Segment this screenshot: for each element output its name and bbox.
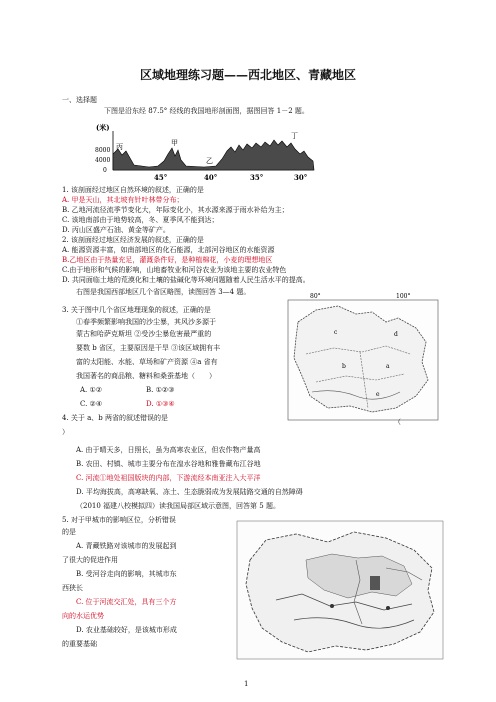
profile-xtick: 35°	[250, 173, 264, 182]
q3-statement-line: 富的太阳能、水能、草场和矿产资源 ④a 省有	[76, 358, 218, 366]
q3-statement-line: 我国著名的商品粮、糖料和桑蚕基地（ ）	[76, 372, 216, 380]
q5-stem: 的是	[62, 528, 76, 536]
profile-ytick: 4000	[95, 157, 111, 164]
western-provinces-map	[276, 292, 444, 424]
q1-option-b: B. 乙地河流径流季节变化大，年际变化小，其水源来源于雨水补给为主；	[62, 206, 289, 214]
q1-stem: 1. 该剖面经过地区自然环境的叙述，正确的是	[62, 186, 204, 194]
q5-option-c: C. 位于河流交汇处，具有三个方	[76, 598, 177, 606]
map-letter: d	[394, 331, 398, 338]
page-title: 区域地理练习题——西北地区、青藏地区	[139, 68, 356, 82]
q1-option-a: A. 甲是天山，其北坡有针叶林带分布；	[62, 196, 184, 204]
profile-xtick: 40°	[204, 173, 218, 182]
city-marker	[330, 604, 334, 608]
q2-stem: 2. 该剖面经过地区经济发展的叙述，正确的是	[62, 236, 204, 244]
q3-option-c: C. ②④	[80, 400, 103, 408]
q3-stem: 3. 关于图中几个省区地理现象的叙述，正确的是	[62, 306, 211, 314]
terrain-profile-figure	[94, 121, 316, 183]
map-letter: e	[376, 391, 380, 398]
city-marker	[386, 606, 390, 610]
q2-option-b: B.乙地区由于热量充足，灌溉条件好，是种植棉花，小麦的理想地区	[62, 256, 273, 264]
profile-label-yi: 乙	[206, 157, 213, 165]
q4-paren-close: ）	[62, 428, 69, 436]
q3-option-d: D. ①③④	[146, 400, 175, 408]
q5-option-a-cont: 了很大的促进作用	[62, 556, 118, 564]
q4-paren-open: （	[394, 418, 401, 426]
q5-option-d: D. 农业基础较好，是该城市形成	[76, 626, 177, 634]
regional-sketch-map	[236, 520, 444, 660]
q1-option-d: D. 丙山区盛产石油、黄金等矿产。	[62, 226, 170, 234]
q5-option-a: A. 青藏铁路对该城市的发展起到	[76, 542, 177, 550]
map-letter: a	[386, 363, 390, 370]
q4-option-b: B. 农田、村镇、城市主要分布在湟水谷地和雅鲁藏布江谷地	[76, 460, 261, 468]
profile-xtick: 45°	[154, 173, 168, 182]
q1-option-c: C. 该地南部由于地势较高，冬、夏季风不能到达；	[62, 216, 219, 224]
q3-statement-line: ①春季频繁影响我国的沙尘暴，其风沙多源于	[76, 318, 216, 326]
page-number: 1	[244, 680, 249, 688]
map-letter: b	[342, 363, 346, 370]
terrain-profile-shape	[113, 140, 314, 170]
q5-option-c-cont: 向的水运优势	[62, 612, 104, 620]
q5-stem: 5. 对于甲城市的影响区位，分析错误	[62, 516, 176, 524]
profile-xtick: 30°	[294, 173, 308, 182]
q2-option-a: A. 能源资源丰富，如南部地区的化石能源，北部河谷地区的水能资源	[62, 246, 275, 254]
section-heading: 一、选择题	[62, 96, 97, 104]
q5-option-b-cont: 西狭长	[62, 584, 83, 592]
q3-option-a: A. ①②	[80, 386, 103, 394]
intro-q5: （2010 福建八校模拟四）读我国局部区域示意图，回答第 5 题。	[76, 502, 280, 510]
profile-label-jia: 甲	[171, 139, 178, 147]
q5-option-d-cont: 的重要基础	[62, 640, 97, 648]
q3-option-b: B. ①②③	[146, 386, 175, 394]
city-marker	[370, 576, 380, 590]
profile-ytick: 0	[103, 167, 107, 174]
q3-statement-line: 蒙古和哈萨克斯坦 ②受沙尘暴危害最严重的	[76, 330, 212, 338]
q5-option-b: B. 受河谷走向的影响，其城市东	[76, 570, 177, 578]
q2-option-d: D. 共同面临土地的荒漠化和土壤的盐碱化等环境问题随着人民生活水平的提高。	[62, 276, 310, 284]
q2-option-c: C.由于地形和气候的影响，山地畜牧业和河谷农业为该地主要的农业特色	[62, 266, 287, 274]
q4-stem: 4. 关于 a、b 两省的叙述错误的是	[62, 414, 169, 422]
profile-ylabel: (米)	[96, 123, 110, 132]
map-lon-label: 100°	[396, 293, 411, 300]
map-letter: c	[334, 329, 338, 336]
q3-statement-line: 要数 b 省区，主要原因是干旱 ③该区域拥有丰	[76, 344, 221, 352]
intro-q1-2: 下图是沿东经 87.5° 经线的我国地形剖面图，据图回答 1－2 题。	[104, 107, 309, 115]
profile-ytick: 8000	[95, 147, 111, 154]
q4-option-c: C. 河流①地处祖国版块的内部，下游流经本南亚注入大平洋	[76, 474, 261, 482]
intro-q3-4: 右图是我国西部地区几个省区略图，读图回答 3—4 题。	[76, 288, 251, 296]
q4-option-d: D. 平均海拔高，高寒缺氧、冻土、生态脆弱成为发展陆路交通的自然障碍	[76, 488, 303, 496]
profile-label-bing: 丙	[116, 143, 123, 151]
q4-option-a: A. 由于晴天多，日照长，虽为高寒农业区，但农作物产量高	[76, 446, 261, 454]
map-lon-label: 80°	[310, 293, 321, 300]
profile-label-ding: 丁	[291, 132, 298, 140]
